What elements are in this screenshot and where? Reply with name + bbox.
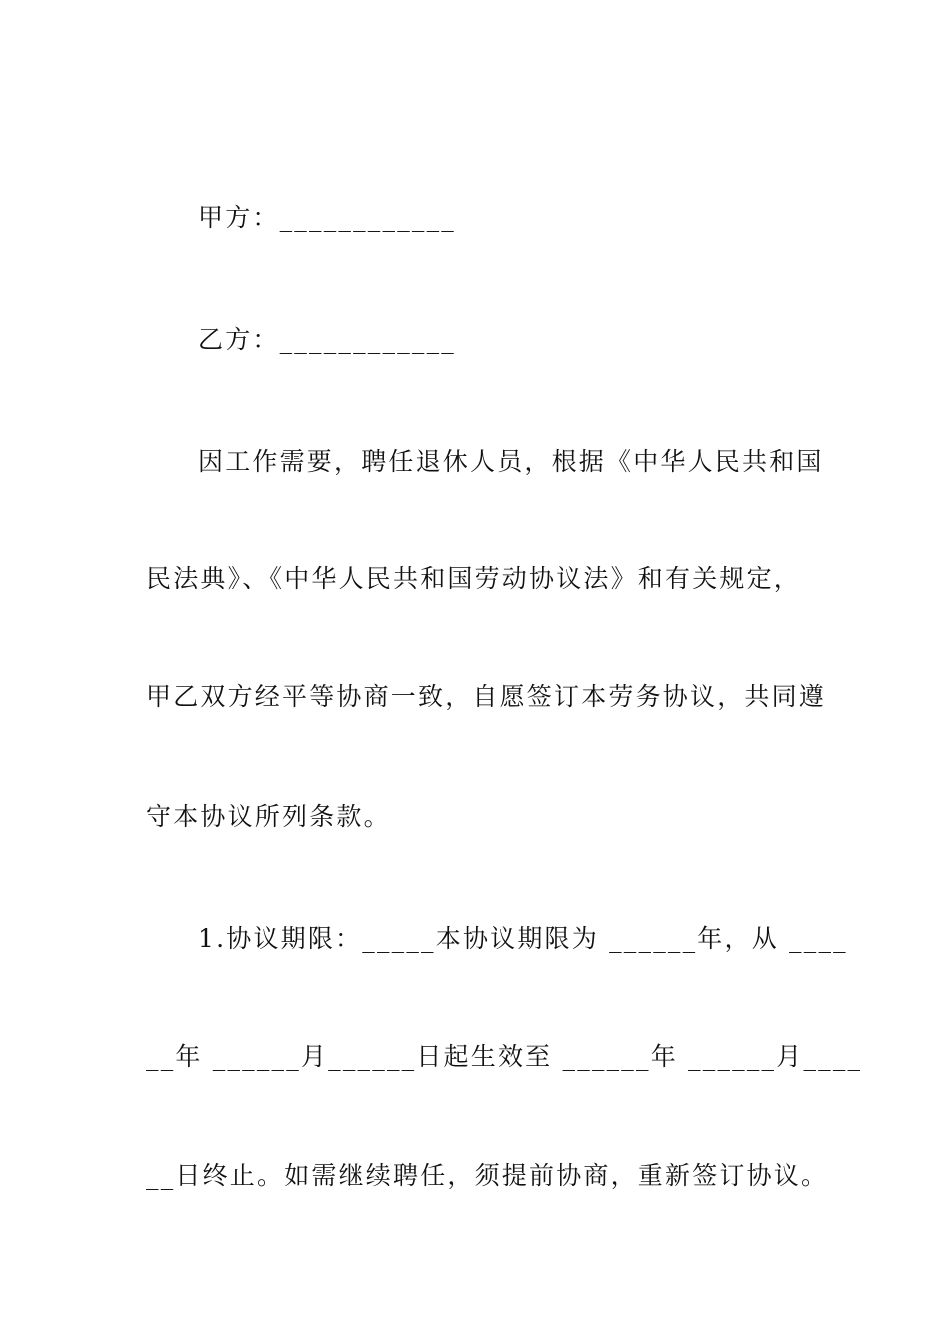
- party-a-line: 甲方：____________: [198, 203, 457, 232]
- preamble-line-1: 因工作需要，聘任退休人员，根据《中华人民共和国: [198, 447, 824, 476]
- term-clause-line-2: __年 ______月______日起生效至 ______年 ______月____: [146, 1042, 863, 1071]
- term-clause-line-3: __日终止。如需继续聘任，须提前协商，重新签订协议。: [146, 1161, 829, 1190]
- preamble-line-2: 民法典》、《中华人民共和国劳动协议法》和有关规定，: [146, 564, 802, 593]
- term-clause-line-1: 1.协议期限：_____本协议期限为 ______年，从 ____: [198, 924, 848, 953]
- preamble-line-4: 守本协议所列条款。: [146, 802, 391, 831]
- preamble-line-3: 甲乙双方经平等协商一致，自愿签订本劳务协议，共同遵: [146, 682, 827, 711]
- party-b-line: 乙方：____________: [198, 325, 457, 354]
